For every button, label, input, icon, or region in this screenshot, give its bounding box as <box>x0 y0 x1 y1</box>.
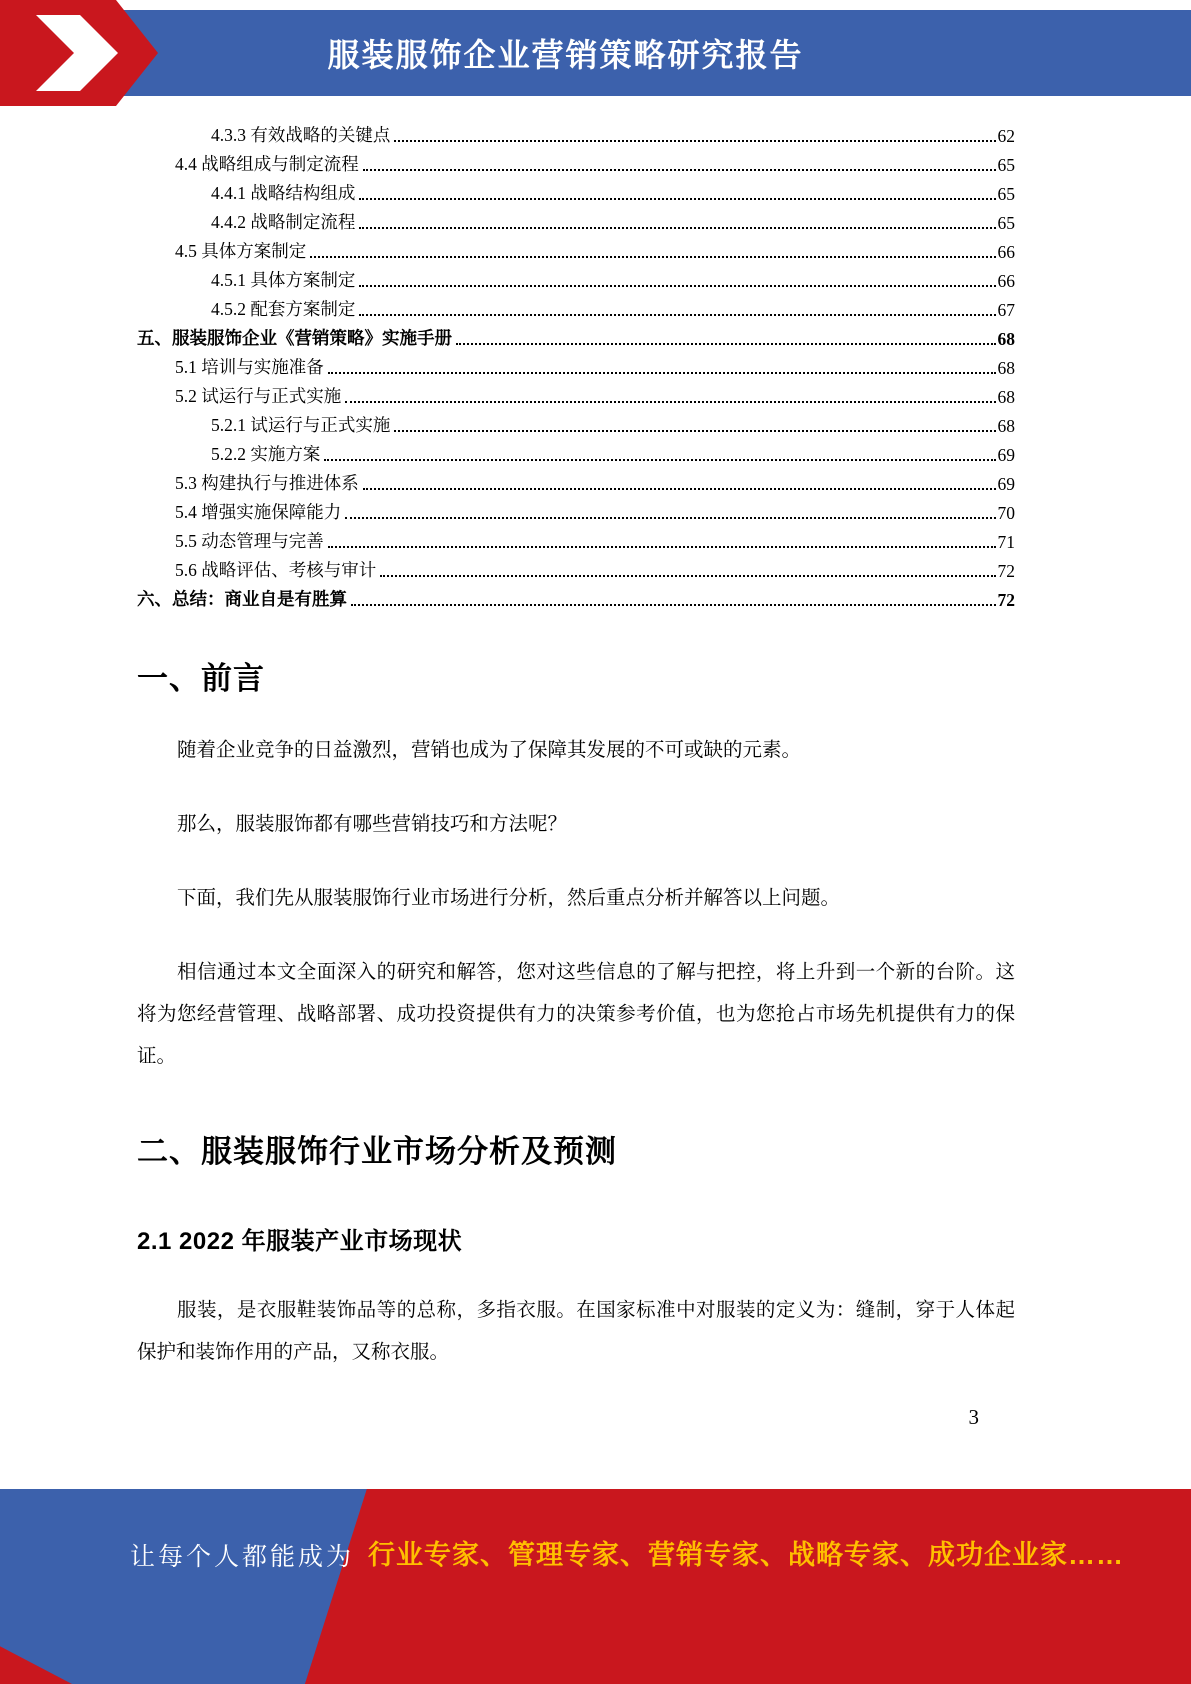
toc-item: 4.5.1 具体方案制定 66 <box>211 270 1015 291</box>
content-column <box>137 118 1015 1374</box>
toc-item: 4.3.3 有效战略的关键点 62 <box>211 125 1015 146</box>
footer-slogan-left: 让每个人都能成为 <box>130 1543 355 1571</box>
toc-dot-leader <box>456 343 996 345</box>
toc-dot-leader <box>359 227 995 229</box>
toc-dot-leader <box>380 575 995 577</box>
toc-item: 4.4.2 战略制定流程 65 <box>211 212 1015 233</box>
page-number: 3 <box>968 1405 979 1429</box>
toc-dot-leader <box>363 169 996 171</box>
section-heading-market: 二、服装服饰行业市场分析及预测 <box>137 1134 617 1169</box>
corner-arrow-icon <box>0 0 160 106</box>
toc-dot-leader <box>394 140 995 142</box>
toc-item: 5.2.2 实施方案 69 <box>211 444 1015 465</box>
paragraph: 服装，是衣服鞋装饰品等的总称，多指衣服。在国家标准中对服装的定义为：缝制，穿于人体起保护和装饰作用的产品，又称衣服。 <box>137 1300 1015 1363</box>
toc-item: 六、总结：商业自是有胜算 72 <box>137 589 1015 610</box>
toc-item: 5.4 增强实施保障能力 70 <box>175 502 1015 523</box>
toc-item: 5.3 构建执行与推进体系 69 <box>175 473 1015 494</box>
report-title: 服装服饰企业营销策略研究报告 <box>327 37 804 73</box>
footer-corner-wedge-icon <box>0 1626 72 1684</box>
subsection-heading-market-status: 2.1 2022 年服装产业市场现状 <box>137 1228 463 1255</box>
toc-dot-leader <box>324 459 995 461</box>
toc-dot-leader <box>310 256 995 258</box>
toc-dot-leader <box>363 488 996 490</box>
footer-slogan-right: 行业专家、管理专家、营销专家、战略专家、成功企业家…… <box>368 1540 1124 1570</box>
toc-dot-leader <box>345 401 995 403</box>
toc-dot-leader <box>359 314 995 316</box>
footer <box>0 1489 1191 1684</box>
toc-dot-leader <box>328 546 996 548</box>
toc-dot-leader <box>359 198 995 200</box>
toc-item: 4.5.2 配套方案制定 67 <box>211 299 1015 320</box>
toc-dot-leader <box>359 285 995 287</box>
toc-item: 4.4 战略组成与制定流程 65 <box>175 154 1015 175</box>
footer-red-ribbon <box>0 1489 1191 1684</box>
toc-dot-leader <box>345 517 995 519</box>
toc-item: 5.2.1 试运行与正式实施 68 <box>211 415 1015 436</box>
paragraph: 下面，我们先从服装服饰行业市场进行分析，然后重点分析并解答以上问题。 <box>177 888 841 909</box>
paragraph: 随着企业竞争的日益激烈，营销也成为了保障其发展的不可或缺的元素。 <box>177 740 802 761</box>
toc-item: 4.5 具体方案制定 66 <box>175 241 1015 262</box>
paragraph: 相信通过本文全面深入的研究和解答，您对这些信息的了解与把控，将上升到一个新的台阶。这将为您经营管理、战略部署、成功投资提供有力的决策参考价值，也为您抢占市场先机提供有力的保证。 <box>137 962 1015 1067</box>
toc-item: 5.2 试运行与正式实施 68 <box>175 386 1015 407</box>
toc-dot-leader <box>394 430 995 432</box>
toc-item: 5.6 战略评估、考核与审计 72 <box>175 560 1015 581</box>
toc-item: 4.4.1 战略结构组成 65 <box>211 183 1015 204</box>
toc-item: 五、服装服饰企业《营销策略》实施手册 68 <box>137 328 1015 349</box>
header-banner <box>0 10 1191 96</box>
paragraph: 那么，服装服饰都有哪些营销技巧和方法呢？ <box>177 814 568 835</box>
section-heading-foreword: 一、前言 <box>137 661 265 696</box>
toc-dot-leader <box>328 372 996 374</box>
toc-item: 5.1 培训与实施准备 68 <box>175 357 1015 378</box>
table-of-contents <box>137 118 1015 611</box>
toc-dot-leader <box>351 604 996 606</box>
toc-item: 5.5 动态管理与完善 71 <box>175 531 1015 552</box>
